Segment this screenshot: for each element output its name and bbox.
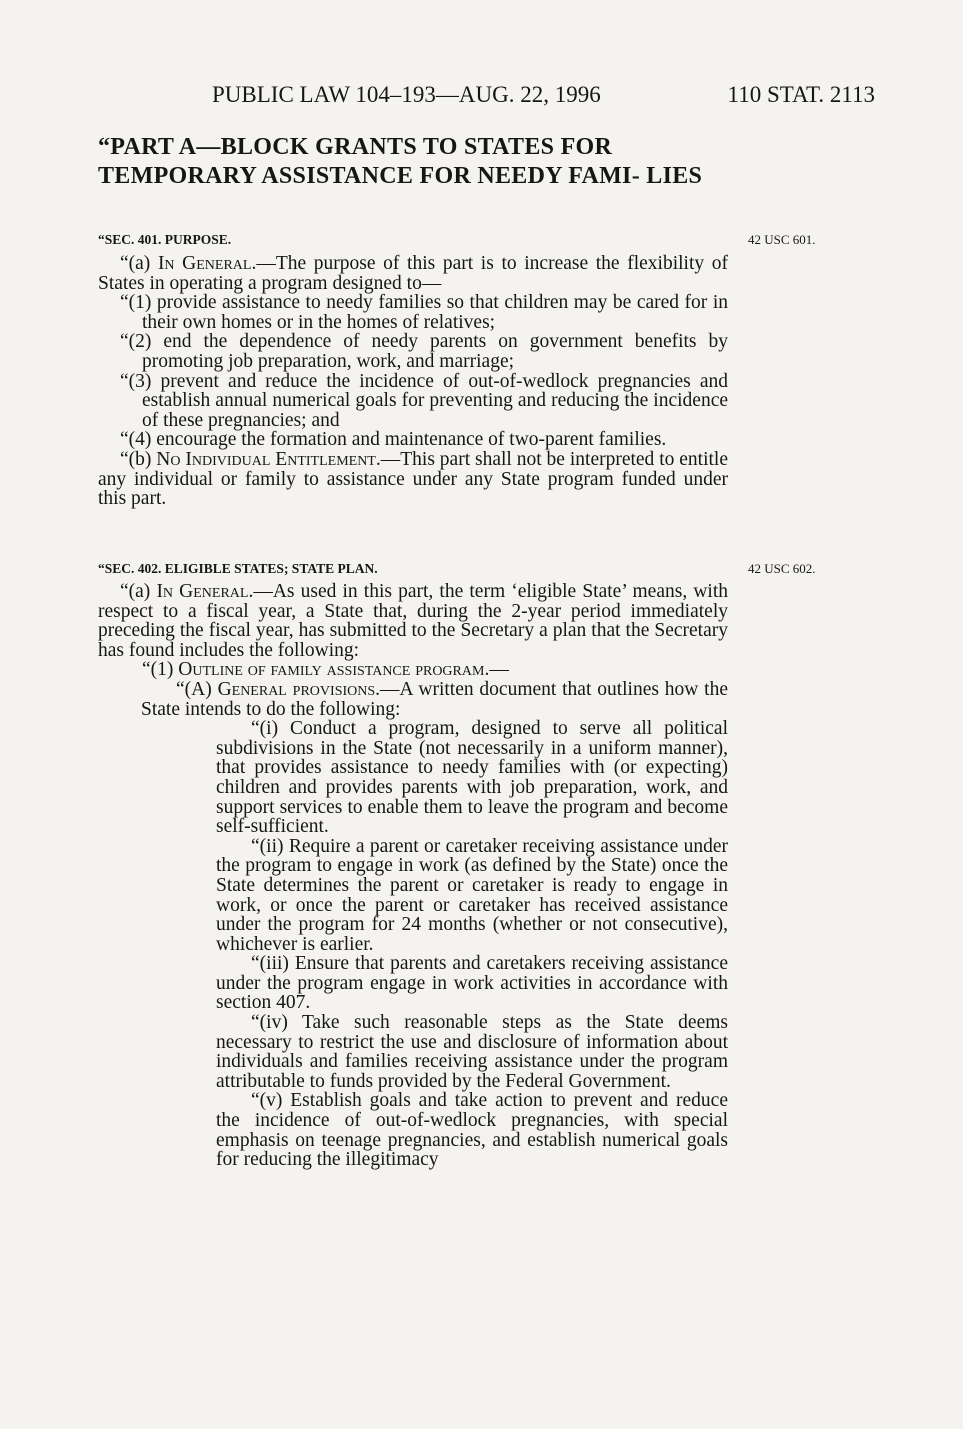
subparagraph-caption: General provisions (217, 678, 376, 700)
section-402-heading: “SEC. 402. ELIGIBLE STATES; STATE PLAN. (98, 561, 378, 576)
subsection-401b: “(b) No Individual Entitlement.—This part shall not be interpreted to entitle any individual or family to assistance under any State program funded under this part. (98, 448, 728, 510)
section-401-heading: “SEC. 401. PURPOSE. (98, 232, 232, 247)
paragraph-401a-1: “(1) provide assistance to needy families so that children may be cared for in their own homes or in the homes of relatives; (120, 292, 728, 333)
part-title: “PART A—BLOCK GRANTS TO STATES FOR TEMPORARY ASSISTANCE FOR NEEDY FAMI- LIES (98, 134, 703, 189)
clause-v: “(v) Establish goals and take action to prevent and reduce the incidence of out-of-wedlock pregnancies, with special emphasis on teenage pregnancies, and establish numerical goals for reducing the illegitimacy (216, 1090, 728, 1171)
page-number: 110 STAT. 2113 (727, 82, 875, 107)
subsection-caption: In General (157, 253, 252, 274)
paragraph-401a-3: “(3) prevent and reduce the incidence of out-of-wedlock pregnancies and establish annual numerical goals for preventing and reducing the incidence of these pregnancies; and (120, 370, 728, 431)
margin-note-601: 42 USC 601. (748, 232, 816, 247)
paragraph-401a-2: “(2) end the dependence of needy parents on government benefits by promoting job preparation, work, and marriage; (120, 331, 728, 372)
subsection-caption: No Individual Entitlement (156, 448, 376, 470)
paragraph-401a-4: “(4) encourage the formation and maintenance of two-parent families. (120, 429, 667, 451)
margin-note-602: 42 USC 602. (748, 561, 816, 576)
clause-i: “(i) Conduct a program, designed to serve all political subdivisions in the State (not necessarily in a uniform manner), that provides assistance to needy families with (or expecting) children and provides parents with job preparation, work, and support services to enable them to leave the program and become self-sufficient. (216, 718, 728, 838)
running-header: PUBLIC LAW 104–193—AUG. 22, 1996 (212, 82, 601, 107)
paragraph-402a-1: “(1) Outline of family assistance program.— (142, 659, 509, 681)
subsection-401a: “(a) In General.—The purpose of this part is to increase the flexibility of States in operating a program designed to— (98, 253, 728, 294)
paragraph-caption: Outline of family assistance program (178, 659, 485, 681)
subsection-caption: In General (156, 581, 249, 602)
section-402-body (98, 582, 728, 1170)
section-401-body (98, 254, 728, 509)
clause-iii: “(iii) Ensure that parents and caretakers receiving assistance under the program engage in work activities in accordance with section 407. (216, 953, 728, 1014)
subparagraph-402a-1-A: “(A) General provisions.—A written document that outlines how the State intends to do the following: (141, 678, 729, 720)
clause-ii: “(ii) Require a parent or caretaker receiving assistance under the program to engage in work (as defined by the State) once the State determines the parent or caretaker is ready to engage in work, or once the parent or caretaker has received assistance under the program for 24 months (whether or not consecutive), whichever is earlier. (216, 835, 728, 955)
clause-iv: “(iv) Take such reasonable steps as the State deems necessary to restrict the use and disclosure of information about individuals and families receiving assistance under the program attributable to funds provided by the Federal Government. (216, 1012, 728, 1092)
subsection-402a: “(a) In General.—As used in this part, the term ‘eligible State’ means, with respect to a fiscal year, a State that, during the 2-year period immediately preceding the fiscal year, has submitted to the Secretary a plan that the Secretary has found includes the following: (98, 581, 728, 661)
